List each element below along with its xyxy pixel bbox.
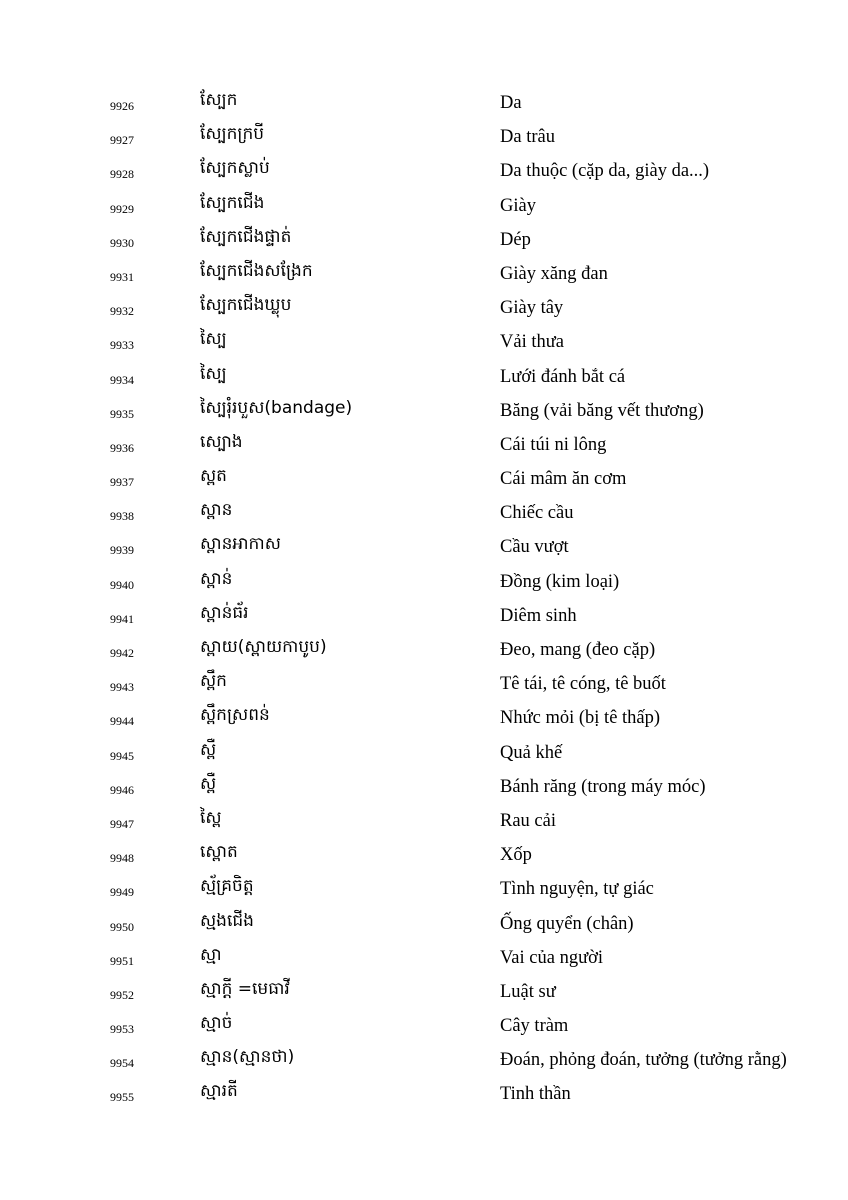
vietnamese-translation: Da thuộc (cặp da, giày da...) — [500, 161, 710, 182]
list-item — [0, 771, 848, 805]
khmer-term: ស្មាក្តី =មេធាវី — [200, 978, 290, 999]
list-item — [0, 566, 848, 600]
khmer-term: ស្ពឺ — [200, 773, 217, 794]
khmer-term: ស្មា — [200, 944, 222, 965]
khmer-term: ស្បែកជើងឃ្លុប — [200, 295, 292, 316]
entry-list — [0, 87, 848, 1113]
khmer-term: ស្ពត — [200, 466, 227, 487]
khmer-term: ស្បៃ — [200, 329, 227, 350]
vietnamese-translation: Cây tràm — [500, 1016, 569, 1037]
khmer-term: ស្ពោត — [200, 842, 238, 863]
list-item — [0, 87, 848, 121]
entry-number: 9945 — [110, 748, 134, 763]
list-item — [0, 1010, 848, 1044]
khmer-term: ស្ពៃ — [200, 807, 222, 828]
khmer-term: ស្មាច់ — [200, 1013, 233, 1034]
vietnamese-translation: Giày tây — [500, 298, 564, 319]
khmer-term: ស្ពឹក — [200, 671, 227, 692]
vietnamese-translation: Xốp — [500, 845, 532, 866]
vietnamese-translation: Vai của người — [500, 947, 604, 968]
khmer-term: ស្ពាយ(ស្ពាយកាបូប) — [200, 637, 327, 657]
entry-number: 9946 — [110, 782, 134, 797]
list-item — [0, 497, 848, 531]
vietnamese-translation: Bánh răng (trong máy móc) — [500, 776, 706, 797]
khmer-term: ស្បែកជើង — [200, 192, 265, 213]
vietnamese-translation: Tình nguyện, tự giác — [500, 879, 654, 900]
khmer-term: ស្ពានអាកាស — [200, 534, 281, 555]
list-item — [0, 805, 848, 839]
vietnamese-translation: Cái mâm ăn cơm — [500, 469, 627, 490]
entry-number: 9940 — [110, 577, 134, 592]
list-item — [0, 429, 848, 463]
list-item — [0, 942, 848, 976]
list-item — [0, 463, 848, 497]
vietnamese-translation: Luật sư — [500, 981, 556, 1002]
vietnamese-translation: Đeo, mang (đeo cặp) — [500, 640, 656, 660]
entry-number: 9941 — [110, 611, 134, 626]
entry-number: 9930 — [110, 235, 134, 250]
khmer-term: ស្បៃ — [200, 363, 227, 384]
vietnamese-translation: Lưới đánh bắt cá — [500, 366, 626, 387]
vietnamese-translation: Đoán, phỏng đoán, tưởng (tưởng rằng) — [500, 1050, 787, 1071]
list-item — [0, 190, 848, 224]
vietnamese-translation: Chiếc cầu — [500, 503, 574, 524]
khmer-term: ស្ម័គ្រចិត្ត — [200, 876, 254, 897]
vietnamese-translation: Dép — [500, 229, 531, 250]
entry-number: 9955 — [110, 1090, 134, 1105]
entry-number: 9928 — [110, 167, 134, 182]
entry-number: 9949 — [110, 885, 134, 900]
khmer-term: ស្មងជើង — [200, 910, 254, 931]
list-item — [0, 326, 848, 360]
khmer-term: ស្មាន(ស្មានថា) — [200, 1047, 295, 1068]
list-item — [0, 702, 848, 736]
entry-number: 9950 — [110, 919, 134, 934]
vietnamese-translation: Đồng (kim loại) — [500, 571, 620, 592]
khmer-term: ស្ពាន — [200, 500, 233, 521]
list-item — [0, 121, 848, 155]
list-item — [0, 395, 848, 429]
list-item — [0, 737, 848, 771]
khmer-term: ស្បែកក្របី — [200, 124, 265, 145]
list-item — [0, 1078, 848, 1112]
vietnamese-translation: Vải thưa — [500, 332, 564, 353]
list-item — [0, 224, 848, 258]
list-item — [0, 839, 848, 873]
list-item — [0, 361, 848, 395]
vietnamese-translation: Giày xăng đan — [500, 263, 608, 284]
entry-number: 9935 — [110, 406, 134, 421]
vietnamese-translation: Diêm sinh — [500, 605, 577, 626]
entry-number: 9936 — [110, 440, 134, 455]
list-item — [0, 976, 848, 1010]
khmer-term: ស្ពាន់ — [200, 568, 233, 589]
list-item — [0, 258, 848, 292]
khmer-term: ស្បែកស្លាប់ — [200, 158, 270, 179]
vietnamese-translation: Giày — [500, 195, 536, 216]
khmer-term: ស្បែកជើងផ្ទាត់ — [200, 226, 292, 247]
entry-number: 9934 — [110, 372, 134, 387]
vietnamese-translation: Da trâu — [500, 127, 555, 148]
list-item — [0, 908, 848, 942]
vietnamese-translation: Cầu vượt — [500, 537, 569, 558]
list-item — [0, 634, 848, 668]
vietnamese-translation: Cái túi ni lông — [500, 434, 607, 455]
entry-number: 9932 — [110, 304, 134, 319]
entry-number: 9952 — [110, 987, 134, 1002]
entry-number: 9931 — [110, 269, 134, 284]
entry-number: 9929 — [110, 201, 134, 216]
entry-number: 9938 — [110, 509, 134, 524]
entry-number: 9954 — [110, 1056, 134, 1071]
entry-number: 9937 — [110, 475, 134, 490]
vietnamese-translation: Nhức mỏi (bị tê thấp) — [500, 708, 661, 729]
vietnamese-translation: Da — [500, 93, 522, 113]
entry-number: 9933 — [110, 338, 134, 353]
khmer-term: ស្បៃរុំរបួស(bandage) — [200, 397, 353, 418]
vietnamese-translation: Băng (vải băng vết thương) — [500, 400, 704, 421]
entry-number: 9948 — [110, 851, 134, 866]
entry-number: 9953 — [110, 1022, 134, 1037]
list-item — [0, 531, 848, 565]
entry-number: 9942 — [110, 646, 134, 660]
vietnamese-translation: Quả khế — [500, 742, 563, 763]
vietnamese-translation: Ống quyển (chân) — [500, 913, 634, 934]
list-item — [0, 600, 848, 634]
khmer-term: ស្បែក — [200, 90, 238, 110]
entry-number: 9927 — [110, 133, 134, 148]
vietnamese-translation: Tinh thần — [500, 1084, 571, 1105]
list-item — [0, 668, 848, 702]
khmer-term: ស្បោង — [200, 431, 243, 452]
entry-number: 9926 — [110, 99, 134, 113]
list-item — [0, 1044, 848, 1078]
khmer-term: ស្ពឹកស្រពន់ — [200, 705, 270, 726]
entry-number: 9943 — [110, 680, 134, 695]
entry-number: 9947 — [110, 816, 134, 831]
list-item — [0, 292, 848, 326]
khmer-term: ស្មារតី — [200, 1081, 238, 1102]
list-item — [0, 155, 848, 189]
khmer-term: ស្បែកជើងសង្រែក — [200, 260, 313, 281]
entry-number: 9939 — [110, 543, 134, 558]
khmer-term: ស្ពឺ — [200, 739, 217, 760]
vietnamese-translation: Tê tái, tê cóng, tê buốt — [500, 674, 666, 695]
entry-number: 9944 — [110, 714, 134, 729]
entry-number: 9951 — [110, 953, 134, 968]
list-item — [0, 873, 848, 907]
khmer-term: ស្ពាន់ធ័រ — [200, 602, 249, 623]
vietnamese-translation: Rau cải — [500, 810, 556, 831]
